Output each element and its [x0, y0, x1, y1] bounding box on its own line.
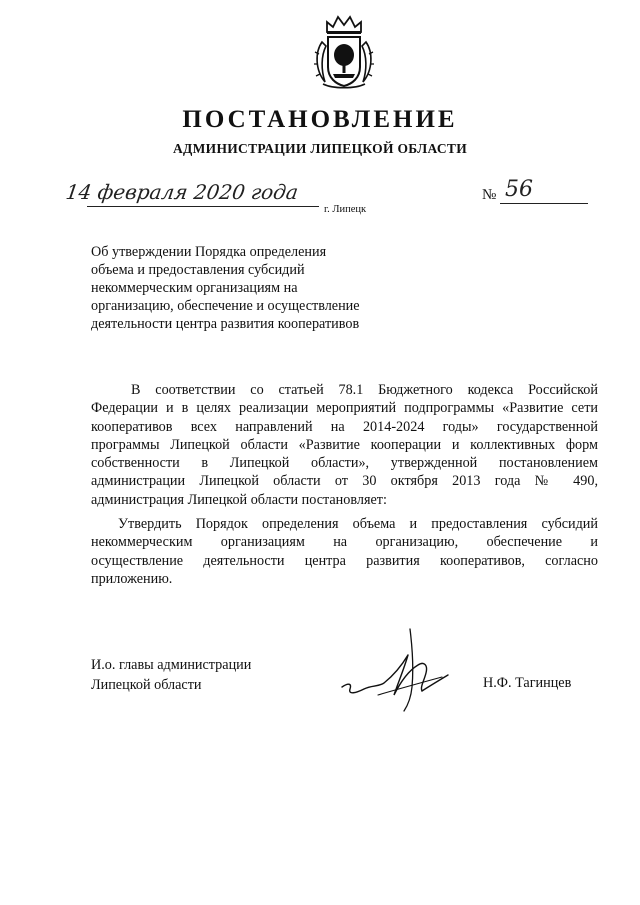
- number-underline: [500, 203, 588, 204]
- paragraph-preamble: [91, 381, 598, 509]
- date-underline: [87, 206, 319, 207]
- subject-line: организацию, обеспечение и осуществление: [91, 298, 360, 314]
- paragraph-line: администрации Липецкой области от 30 октября 2013 года № 490,: [91, 473, 598, 490]
- paragraph-line: кооперативов всех направлений на 2014-2024 годы» государственной: [91, 418, 598, 435]
- subject-block: [91, 243, 401, 333]
- paragraph-resolution: [91, 515, 598, 588]
- handwritten-signature: [338, 625, 466, 715]
- paragraph-line: Федерации и в целях реализации мероприятий подпрограммы «Развитие сети: [91, 400, 598, 417]
- paragraph-line: В соответствии со статьей 78.1 Бюджетного кодекса Российской: [131, 382, 598, 398]
- signer-position: [91, 655, 251, 695]
- subject-line: некоммерческим организациям на: [91, 280, 298, 296]
- document-subtitle: АДМИНИСТРАЦИИ ЛИПЕЦКОЙ ОБЛАСТИ: [172, 141, 468, 156]
- paragraph-line: Утвердить Порядок определения объема и предоставления субсидий: [118, 516, 598, 532]
- signer-position-line: И.о. главы администрации: [91, 657, 252, 673]
- paragraph-line: приложению.: [91, 570, 173, 587]
- signer-name: Н.Ф. Тагинцев: [483, 675, 572, 691]
- subject-line: деятельности центра развития кооперативов: [91, 316, 360, 332]
- paragraph-line: программы Липецкой области «Развитие кооперации и коллективных форм: [91, 436, 598, 453]
- paragraph-line: осуществление деятельности центра развития кооперативов, согласно: [91, 552, 598, 569]
- subject-line: объема и предоставления субсидий: [91, 262, 305, 278]
- handwritten-number: 56: [505, 177, 533, 202]
- subject-line: Об утверждении Порядка определения: [91, 244, 327, 260]
- city-label: г. Липецк: [324, 204, 367, 215]
- handwritten-date: 14 февраля 2020 года: [64, 180, 300, 204]
- document-title: ПОСТАНОВЛЕНИЕ: [182, 106, 458, 133]
- paragraph-line: некоммерческим организациям на организацию, обеспечение и: [91, 534, 598, 551]
- paragraph-line: собственности в Липецкой области», утвержденной постановлением: [91, 455, 598, 472]
- coat-of-arms-emblem: [313, 12, 375, 90]
- signer-position-line: Липецкой области: [91, 677, 202, 693]
- paragraph-line: администрация Липецкой области постановляет:: [91, 491, 387, 508]
- number-label: №: [482, 187, 497, 203]
